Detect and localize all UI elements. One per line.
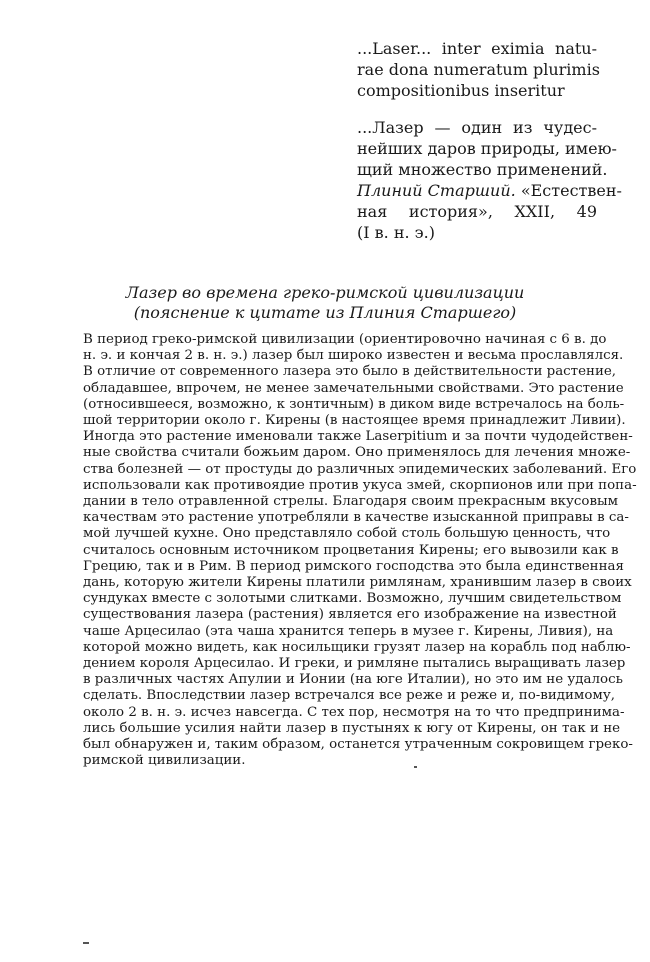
epigraph-source-line: (I в. н. э.) xyxy=(357,223,435,242)
body-line: в различных частях Апулии и Ионии (на юге Италии), но это им не удалось xyxy=(83,672,623,688)
epigraph-author: Плиний Старший. xyxy=(357,181,516,200)
print-speck xyxy=(414,766,417,768)
epigraph-latin xyxy=(357,38,600,101)
body-line: н. э. и кончая 2 в. н. э.) лазер был широко известен и весьма прославлялся. xyxy=(83,348,624,364)
body-line: чаше Арцесилао (эта чаша хранится теперь в музее г. Кирены, Ливия), на xyxy=(83,623,614,639)
epigraph-russian xyxy=(357,117,622,243)
body-line: лись большие усилия найти лазер в пустынях к югу от Кирены, он так и не xyxy=(83,720,621,736)
body-line: В период греко-римской цивилизации (ориентировочно начиная с 6 в. до xyxy=(83,332,607,347)
body-line: обладавшее, впрочем, не менее замечательными свойствами. Это растение xyxy=(83,380,624,396)
body-line: которой можно видеть, как носильщики грузят лазер на корабль под наблю- xyxy=(83,639,631,655)
body-line: дань, которую жители Кирены платили римлянам, хранившим лазер в своих xyxy=(83,575,632,591)
body-line: ства болезней — от простуды до различных эпидемических заболеваний. Его xyxy=(83,461,637,477)
body-line: качествам это растение употребляли в качестве изысканной приправы в са- xyxy=(83,510,629,526)
body-line: сделать. Впоследствии лазер встречался все реже и реже и, по-видимому, xyxy=(83,688,615,704)
section-subtitle-line: (пояснение к цитате из Плиния Старшего) xyxy=(133,303,517,322)
epigraph-russian-line: щий множество применений. xyxy=(357,160,608,179)
body-line: (относившееся, возможно, к зонтичным) в диком виде встречалось на боль- xyxy=(83,396,625,412)
print-speck xyxy=(83,942,89,944)
body-line: существования лазера (растения) является его изображение на известной xyxy=(83,607,617,623)
body-line: использовали как противоядие против укуса змей, скорпионов или при попа- xyxy=(83,477,637,493)
epigraph-attribution-line xyxy=(357,180,622,201)
body-line: около 2 в. н. э. исчез навсегда. С тех пор, несмотря на то что предпринима- xyxy=(83,704,625,720)
epigraph-latin-line: ...Laser... inter eximia natu- xyxy=(357,39,597,58)
body-line: шой территории около г. Кирены (в настоящее время принадлежит Ливии). xyxy=(83,413,626,429)
body-line: дением короля Арцесилао. И греки, и римляне пытались выращивать лазер xyxy=(83,656,626,672)
body-line: Иногда это растение именовали также Laserpitium и за почти чудодействен- xyxy=(83,429,633,445)
section-title-line: Лазер во времена греко-римской цивилизации xyxy=(125,283,525,302)
epigraph-source: «Естествен- xyxy=(515,181,622,200)
epigraph-russian-line: ...Лазер — один из чудес- xyxy=(357,118,597,137)
epigraph-russian-line: нейших даров природы, имею- xyxy=(357,139,617,158)
epigraph-latin-line: compositionibus inseritur xyxy=(357,81,565,100)
body-line: был обнаружен и, таким образом, останется утраченным сокровищем греко- xyxy=(83,737,633,753)
body-paragraph xyxy=(83,332,637,769)
body-line: ные свойства считали божьим даром. Оно применялось для лечения множе- xyxy=(83,445,631,461)
body-line: В отличие от современного лазера это было в действительности растение, xyxy=(83,364,617,380)
body-line: дании в тело отравленной стрелы. Благодаря своим прекрасным вкусовым xyxy=(83,494,619,510)
epigraph-source-line: ная история», XXII, 49 xyxy=(357,202,597,221)
body-line: римской цивилизации. xyxy=(83,753,246,769)
body-line: сундуках вместе с золотыми слитками. Возможно, лучшим свидетельством xyxy=(83,591,622,607)
body-line: считалось основным источником процветания Кирены; его вывозили как в xyxy=(83,542,619,558)
section-title xyxy=(60,283,590,323)
body-line: мой лучшей кухне. Оно представляло собой столь большую ценность, что xyxy=(83,526,611,542)
epigraph-latin-line: rae dona numeratum plurimis xyxy=(357,60,600,79)
body-line: Грецию, так и в Рим. В период римского господства это была единственная xyxy=(83,558,624,574)
